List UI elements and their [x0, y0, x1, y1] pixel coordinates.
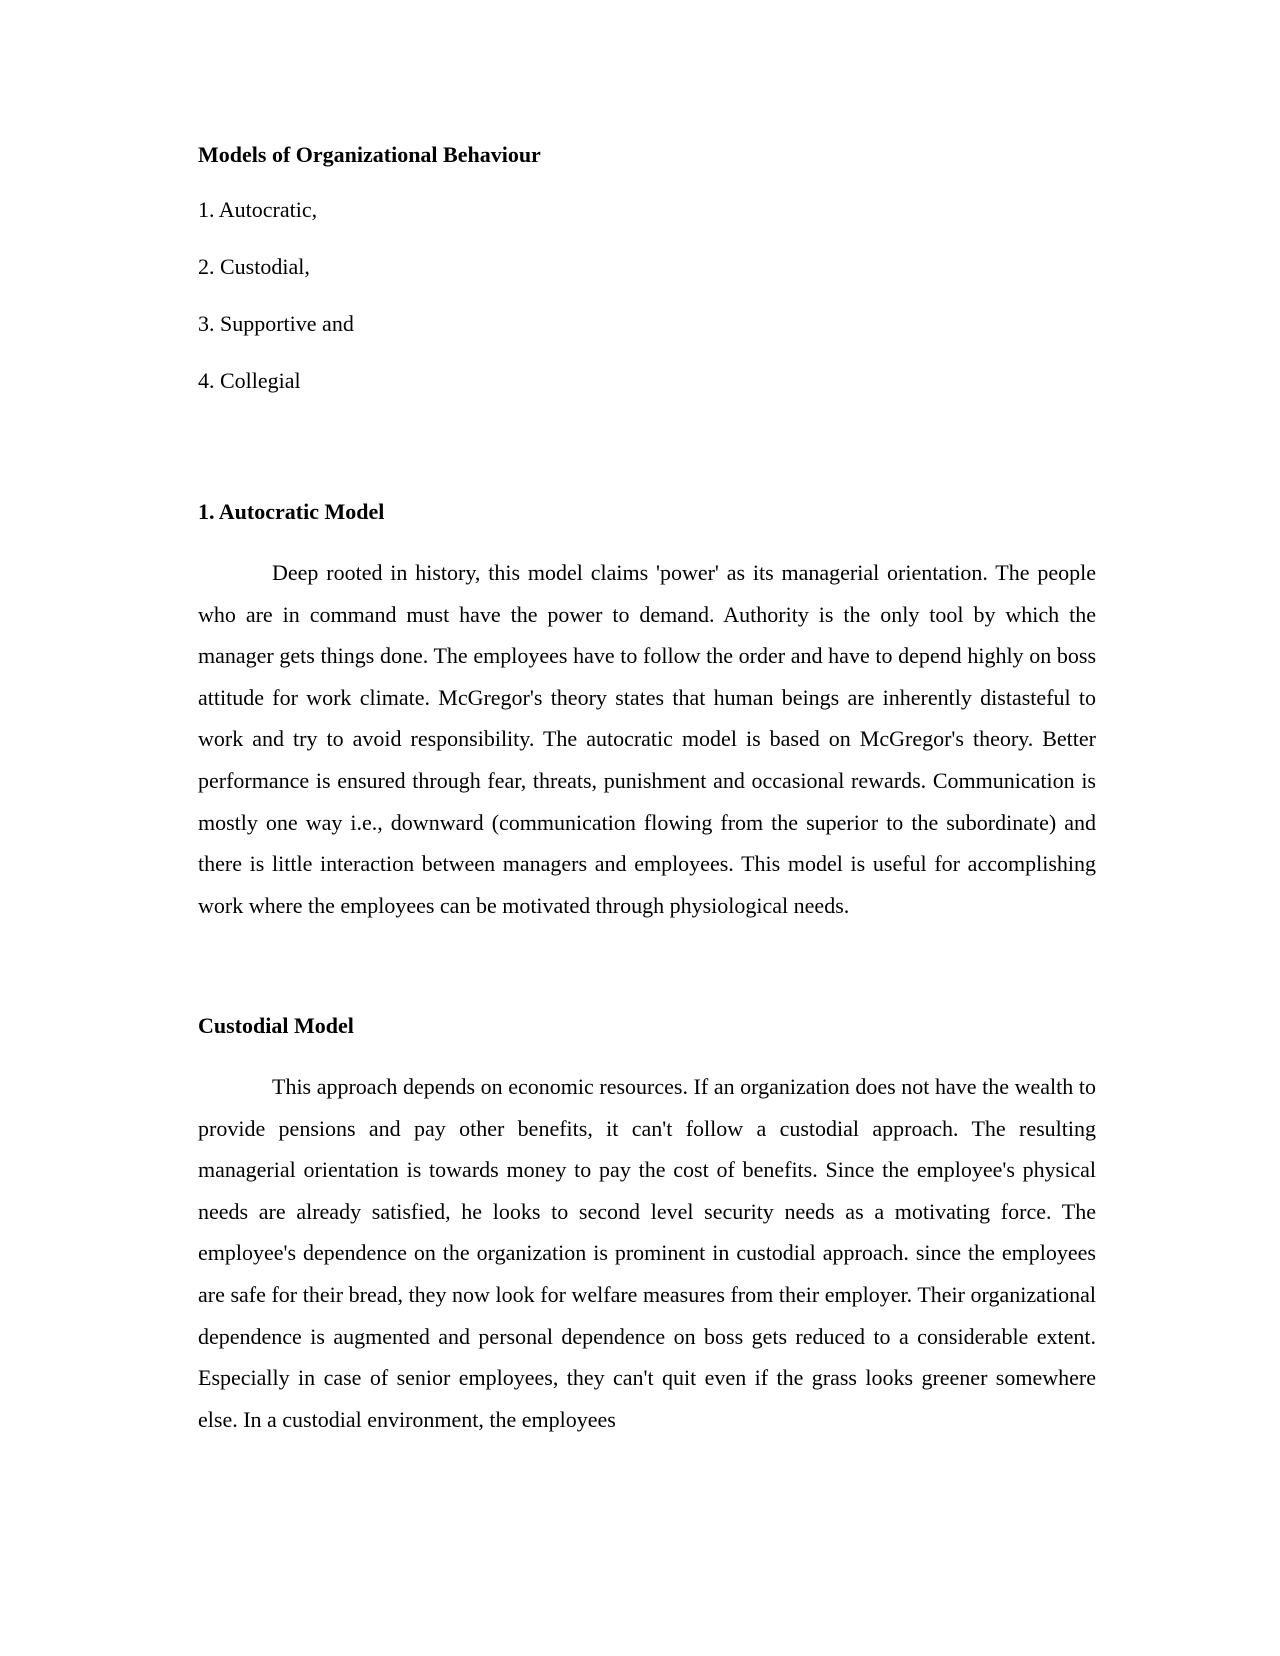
- models-list: [198, 195, 354, 423]
- section-paragraph-custodial: This approach depends on economic resources. If an organization does not have the wealth to provide pensions and pay other benefits, it can't follow a custodial approach. The resulting managerial orientation is towards money to pay the cost of benefits. Since the employee's physical needs are already satisfied, he looks to second level security needs as a motivating force. The employee's dependence on the organization is prominent in custodial approach. since the employees are safe for their bread, they now look for welfare measures from their employer. Their organizational dependence is augmented and personal dependence on boss gets reduced to a considerable extent. Especially in case of senior employees, they can't quit even if the grass looks greener somewhere else. In a custodial environment, the employees: [198, 1074, 1096, 1432]
- list-item: 3. Supportive and: [198, 311, 354, 336]
- list-item: 2. Custodial,: [198, 254, 310, 279]
- section-paragraph-autocratic: Deep rooted in history, this model claims 'power' as its managerial orientation. The people who are in command must have the power to demand. Authority is the only tool by which the manager gets things done. The employees have to follow the order and have to depend highly on boss attitude for work climate. McGregor's theory states that human beings are inherently distasteful to work and try to avoid responsibility. The autocratic model is based on McGregor's theory. Better performance is ensured through fear, threats, punishment and occasional rewards. Communication is mostly one way i.e., downward (communication flowing from the superior to the subordinate) and there is little interaction between managers and employees. This model is useful for accomplishing work where the employees can be motivated through physiological needs.: [198, 560, 1096, 918]
- list-item: 4. Collegial: [198, 368, 301, 393]
- section-heading-autocratic: 1. Autocratic Model: [198, 499, 385, 524]
- document-title: Models of Organizational Behaviour: [198, 142, 541, 167]
- list-item: 1. Autocratic,: [198, 197, 318, 222]
- document-body: [198, 140, 1096, 1432]
- section-heading-custodial: Custodial Model: [198, 1013, 354, 1038]
